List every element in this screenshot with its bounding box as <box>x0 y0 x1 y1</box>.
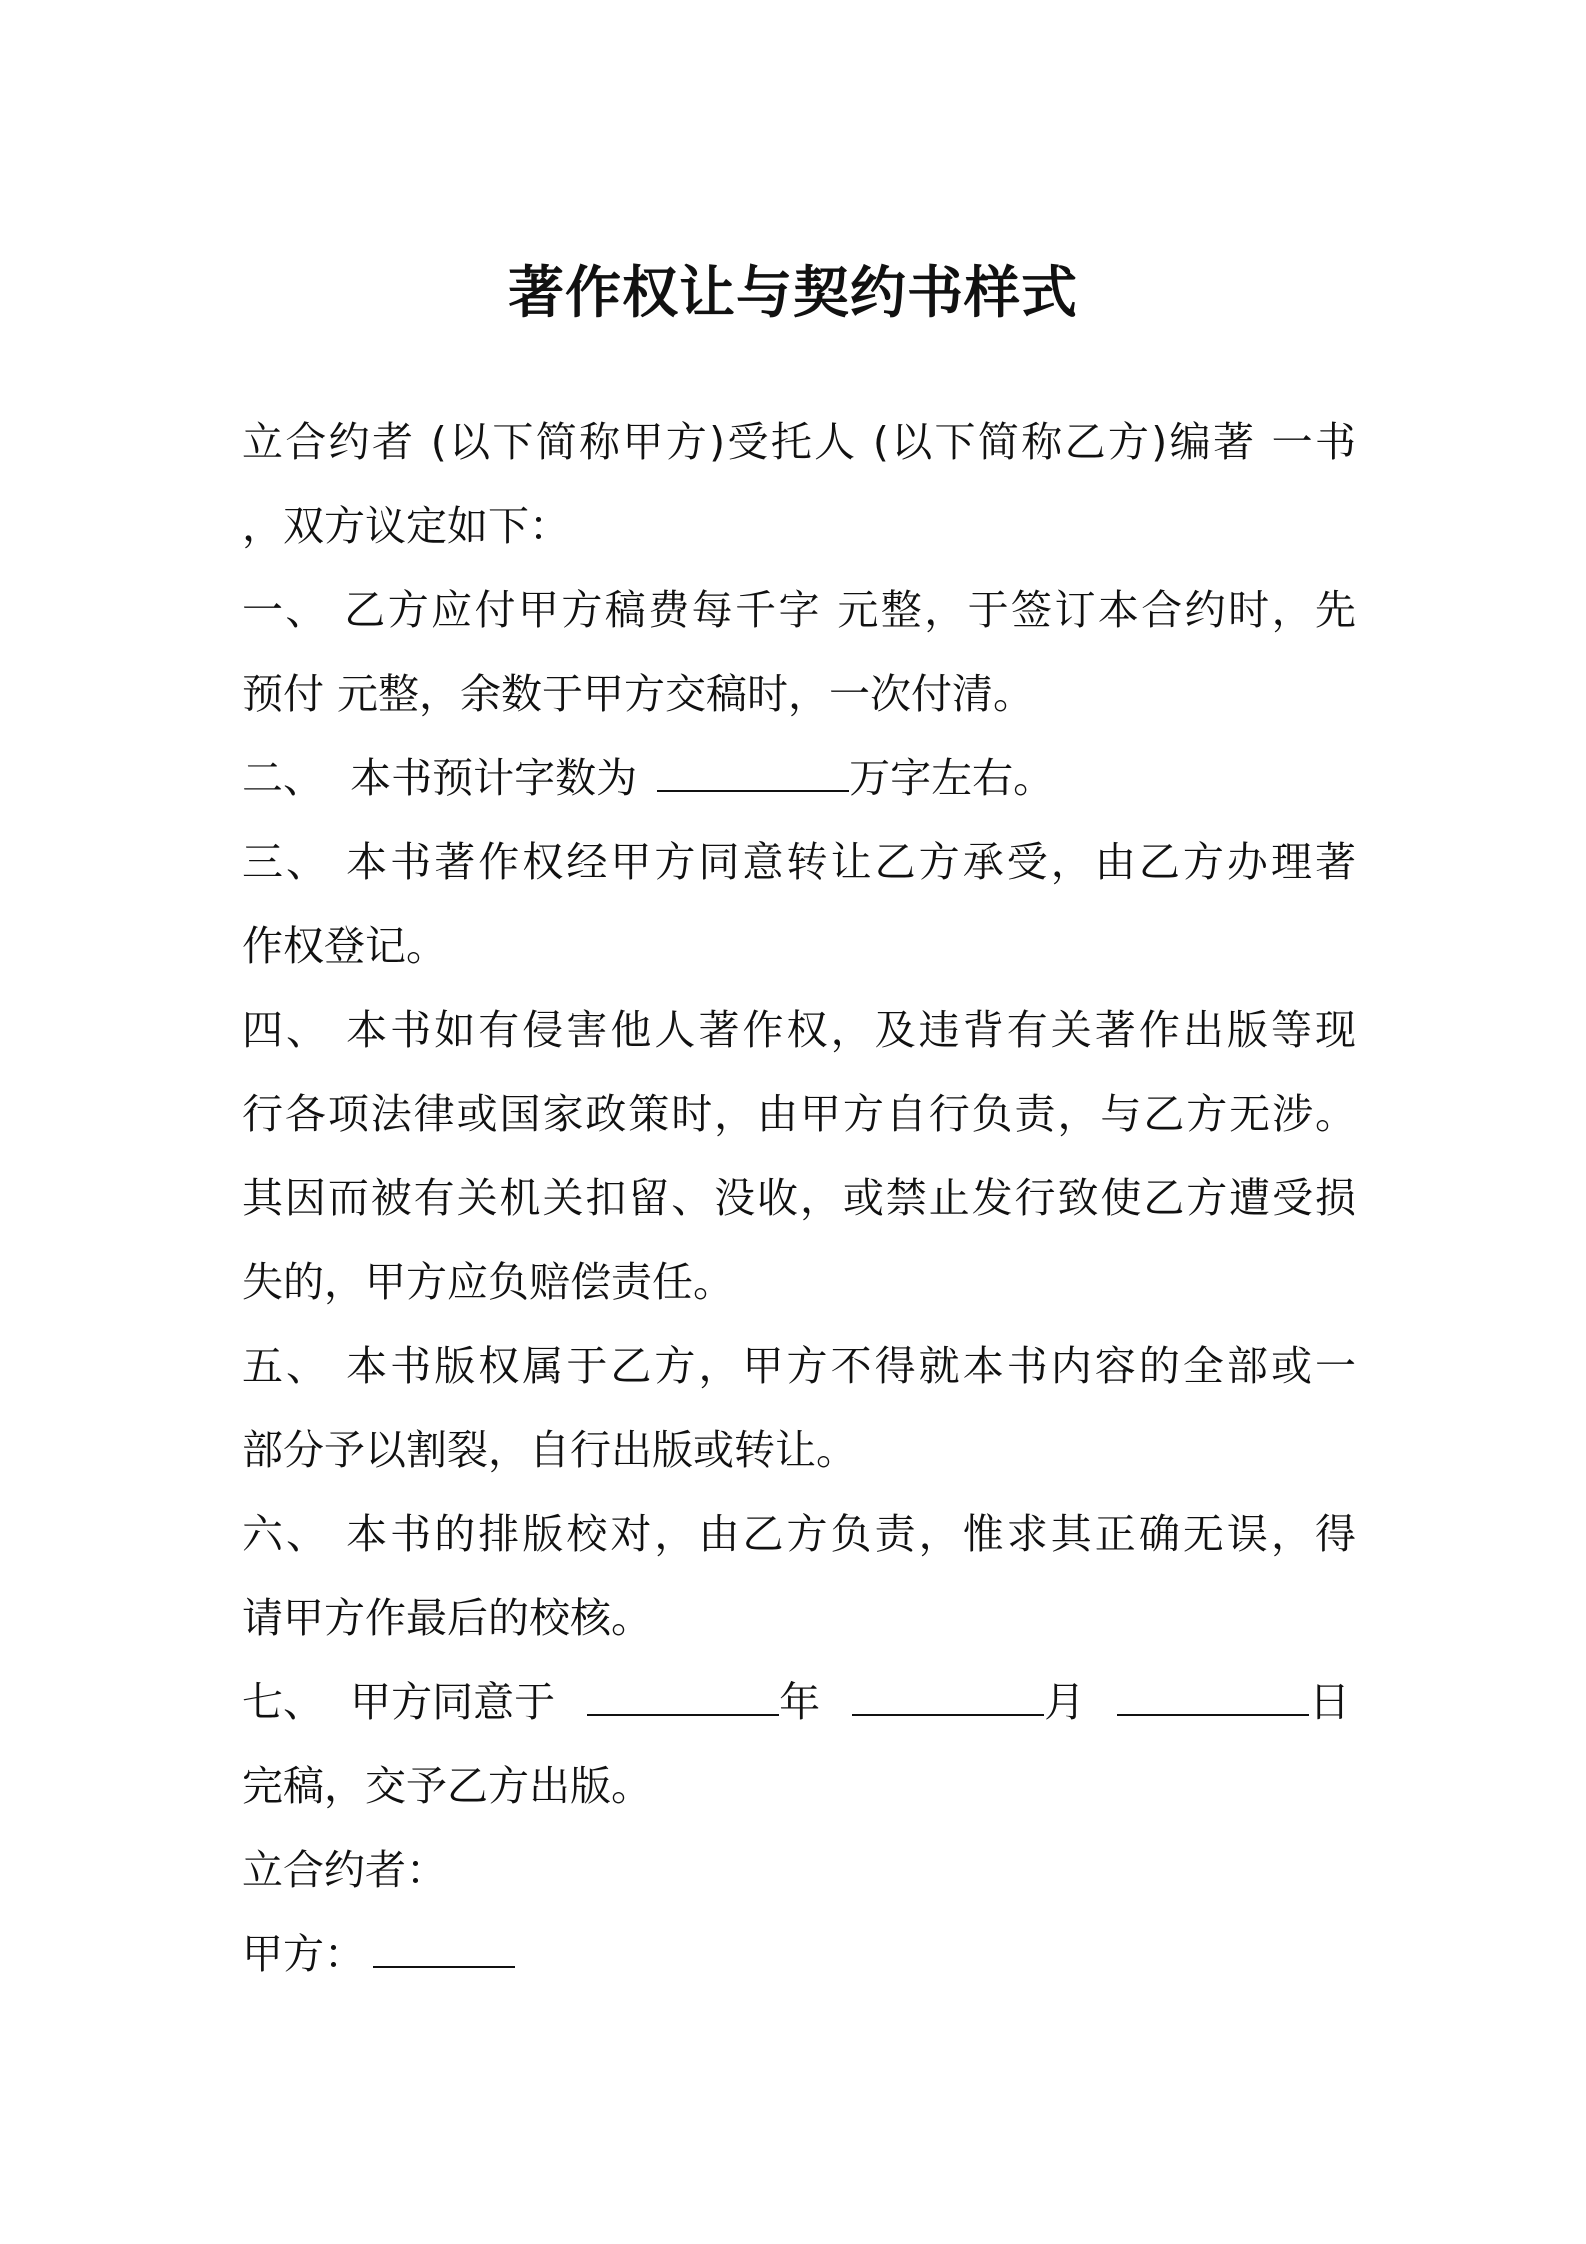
word-count-blank <box>657 744 849 792</box>
text-line: 三、 本书著作权经甲方同意转让乙方承受，由乙方办理著 <box>242 838 1356 886</box>
text-line: 行各项法律或国家政策时，由甲方自行负责，与乙方无涉。 <box>242 1090 1356 1138</box>
text-fragment: 二、 本书预计字数为 <box>242 754 638 802</box>
text-line: 预付 元整，余数于甲方交稿时，一次付清。 <box>242 670 1035 718</box>
year-blank <box>587 1668 779 1716</box>
month-blank <box>852 1668 1044 1716</box>
contract-body <box>242 400 1356 1996</box>
text-line: 作权登记。 <box>242 922 447 970</box>
text-line: 立合约者 (以下简称甲方)受托人 (以下简称乙方)编著 一书 <box>242 418 1356 466</box>
text-line: 失的，甲方应负赔偿责任。 <box>242 1258 734 1306</box>
text-line: 一、 乙方应付甲方稿费每千字 元整，于签订本合约时，先 <box>242 586 1356 634</box>
text-line: 其因而被有关机关扣留、没收，或禁止发行致使乙方遭受损 <box>242 1174 1356 1222</box>
text-line: 部分予以割裂，自行出版或转让。 <box>242 1426 857 1474</box>
text-line: 完稿，交予乙方出版。 <box>242 1762 652 1810</box>
text-fragment: 年 <box>779 1678 821 1726</box>
day-blank <box>1117 1668 1309 1716</box>
clause-2-line <box>242 736 1356 820</box>
text-line: ，双方议定如下： <box>242 502 570 550</box>
text-line: 请甲方作最后的校核。 <box>242 1594 652 1642</box>
text-fragment: 月 <box>1044 1678 1086 1726</box>
party-a-signature-line <box>242 1912 1356 1996</box>
text-line: 五、 本书版权属于乙方，甲方不得就本书内容的全部或一 <box>242 1342 1356 1390</box>
signatories-heading: 立合约者： <box>242 1846 447 1894</box>
party-a-signature-blank <box>373 1920 515 1968</box>
text-line: 四、 本书如有侵害他人著作权，及违背有关著作出版等现 <box>242 1006 1356 1054</box>
document-title: 著作权让与契约书样式 <box>508 261 1078 326</box>
text-fragment: 万字左右。 <box>849 754 1055 802</box>
text-fragment: 七、 甲方同意于 <box>242 1678 556 1726</box>
text-fragment: 日 <box>1309 1678 1351 1726</box>
party-a-label: 甲方： <box>242 1930 365 1978</box>
text-line: 六、 本书的排版校对，由乙方负责，惟求其正确无误，得 <box>242 1510 1356 1558</box>
clause-7-line <box>242 1660 1356 1744</box>
